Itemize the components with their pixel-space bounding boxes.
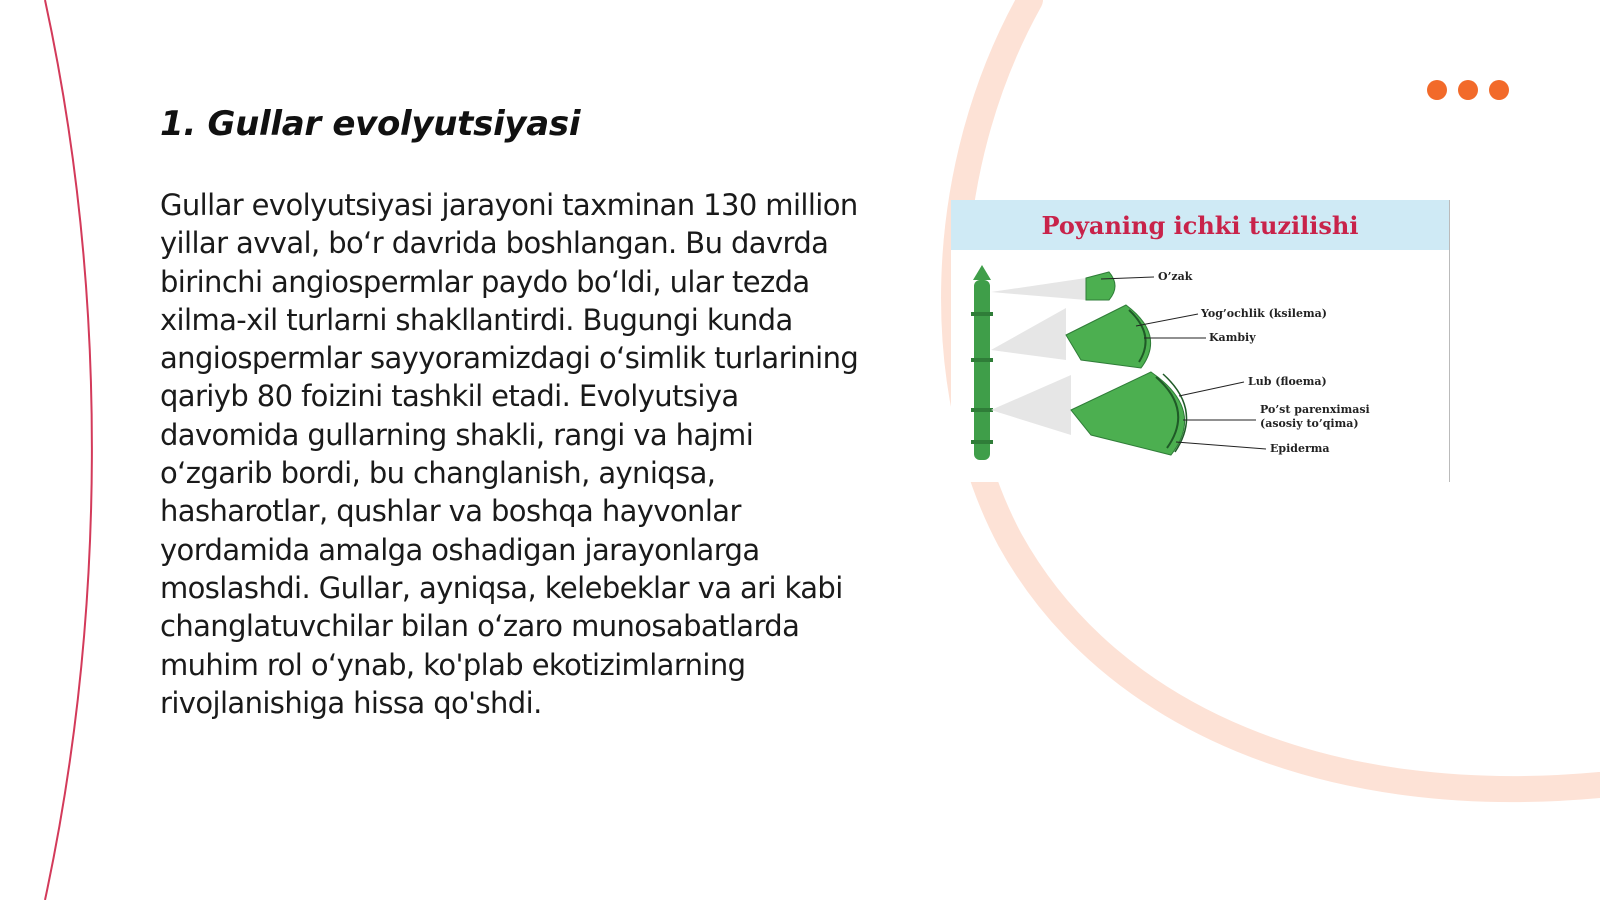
slice-small — [1086, 272, 1115, 300]
slice-large — [1071, 372, 1185, 455]
menu-dots-icon — [1427, 80, 1509, 100]
dot-icon — [1489, 80, 1509, 100]
beam-2 — [991, 308, 1066, 360]
dot-icon — [1427, 80, 1447, 100]
label-kambiy: Kambiy — [1209, 331, 1256, 344]
figure-header — [951, 200, 1449, 250]
dot-icon — [1458, 80, 1478, 100]
label-epiderma: Epiderma — [1270, 442, 1330, 455]
stem-diagram — [951, 250, 1449, 482]
label-parenxima-2: (asosiy to’qima) — [1260, 417, 1359, 430]
beam-1 — [991, 278, 1086, 300]
beam-3 — [991, 375, 1071, 435]
slide-title: 1. Gullar evolyutsiyasi — [160, 104, 581, 144]
slide-paragraph: Gullar evolyutsiyasi jarayoni taxminan 130 million yillar avval, bo‘r davrida boshlangan. Bu davrda birinchi angiospermlar paydo bo‘ldi, ular tezda xilma-xil turlarni shakllantirdi. Bugungi kunda angiospermlar sayyoramizdagi o‘simlik turlarining qariyb 80 foizini tashkil etadi. Evolyutsiya davomida gullarning shakli, rangi va hajmi o‘zgarib bordi, bu changlanish, ayniqsa, hasharotlar, qushlar va boshqa hayvonlar yordamida amalga oshadigan jarayonlarga moslashdi. Gullar, ayniqsa, kelebeklar va ari kabi changlatuvchilar bilan o‘zaro munosabatlarda muhim rol o‘ynab, ko'plab ekotizimlarning rivojlanishiga hissa qo'shdi. — [160, 188, 859, 720]
left-accent-curve — [45, 0, 92, 900]
label-ksilema: Yog’ochlik (ksilema) — [1201, 307, 1327, 320]
stem-structure-figure — [951, 200, 1450, 482]
slice-medium — [1066, 305, 1151, 368]
label-ozak: O’zak — [1158, 270, 1193, 283]
stem-illustration — [971, 265, 993, 460]
label-floema: Lub (floema) — [1248, 375, 1327, 388]
label-parenxima-1: Po’st parenximasi — [1260, 403, 1370, 416]
figure-title: Poyaning ichki tuzilishi — [1041, 210, 1359, 240]
